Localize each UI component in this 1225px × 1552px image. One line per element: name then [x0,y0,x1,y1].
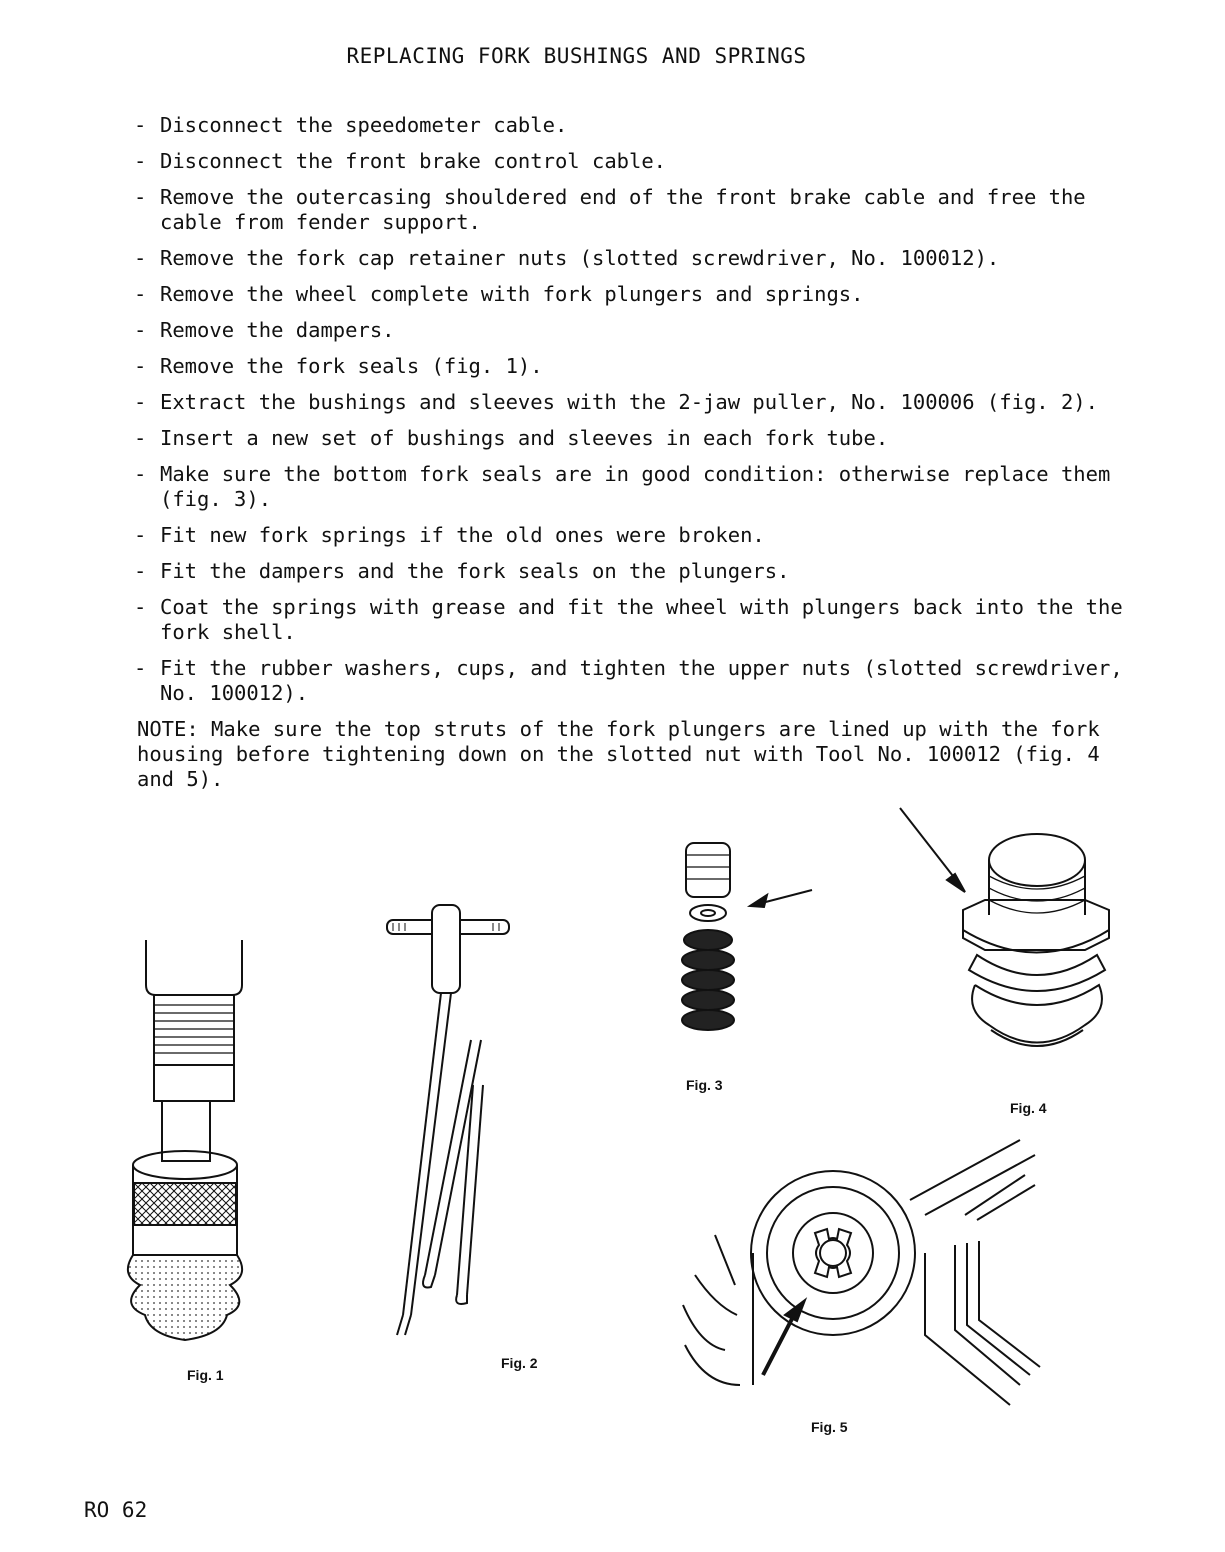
step-text: Remove the dampers. [160,318,395,342]
bullet-dash: - [134,282,147,306]
list-item [134,149,1124,174]
bullet-dash: - [134,185,147,209]
step-text: Extract the bushings and sleeves with the 2-jaw puller, No. 100006 (fig. 2). [160,390,1098,414]
step-text: Disconnect the speedometer cable. [160,113,568,137]
fig5-caption: Fig. 5 [811,1419,848,1435]
fig3-seal-spring-illustration [672,835,822,1045]
list-item [134,113,1124,138]
list-item [134,318,1124,343]
fig2-caption: Fig. 2 [501,1355,538,1371]
bullet-dash: - [134,390,147,414]
note-paragraph: NOTE: Make sure the top struts of the fork plungers are lined up with the fork housing before tightening down on the slotted nut with Tool No. 100012 (fig. 4 and 5). [137,717,1100,791]
fig3-caption: Fig. 3 [686,1077,723,1093]
step-text: Remove the fork cap retainer nuts (slotted screwdriver, No. 100012). [160,246,1000,270]
bullet-dash: - [134,318,147,342]
list-item [134,595,1124,645]
bullet-dash: - [134,354,147,378]
list-item [134,390,1124,415]
bullet-dash: - [134,462,147,486]
step-text: Fit new fork springs if the old ones were broken. [160,523,765,547]
step-text: Fit the rubber washers, cups, and tighten the upper nuts (slotted screwdriver, No. 100012). [160,656,1123,705]
step-text: Make sure the bottom fork seals are in good condition: otherwise replace them (fig. 3). [160,462,1111,511]
list-item [134,523,1124,548]
bullet-dash: - [134,656,147,680]
bullet-dash: - [134,113,147,137]
fig5-slotted-nut-illustration [665,1135,1050,1410]
list-item [134,246,1124,271]
list-item [134,559,1124,584]
bullet-dash: - [134,559,147,583]
list-item [134,282,1124,307]
step-text: Disconnect the front brake control cable. [160,149,667,173]
bullet-dash: - [134,246,147,270]
step-text: Remove the wheel complete with fork plungers and springs. [160,282,864,306]
bullet-dash: - [134,595,147,619]
list-item [134,462,1124,512]
fig4-caption: Fig. 4 [1010,1100,1047,1116]
fig2-puller-tool-illustration [375,895,525,1355]
list-item [134,354,1124,379]
step-text: Insert a new set of bushings and sleeves in each fork tube. [160,426,889,450]
bullet-dash: - [134,523,147,547]
bullet-dash: - [134,149,147,173]
bullet-dash: - [134,426,147,450]
step-text: Coat the springs with grease and fit the wheel with plungers back into the the fork shell. [160,595,1123,644]
instruction-list [134,113,1124,717]
fig4-fork-cap-illustration [895,800,1125,1075]
list-item [134,185,1124,235]
step-text: Remove the fork seals (fig. 1). [160,354,543,378]
fig1-fork-seal-illustration [110,935,260,1355]
page-title: REPLACING FORK BUSHINGS AND SPRINGS [346,44,807,68]
page-footer-code: RO 62 [84,1498,148,1522]
fig1-caption: Fig. 1 [187,1367,224,1383]
step-text: Remove the outercasing shouldered end of the front brake cable and free the cable from fender support. [160,185,1086,234]
list-item [134,656,1124,706]
list-item [134,426,1124,451]
step-text: Fit the dampers and the fork seals on the plungers. [160,559,790,583]
